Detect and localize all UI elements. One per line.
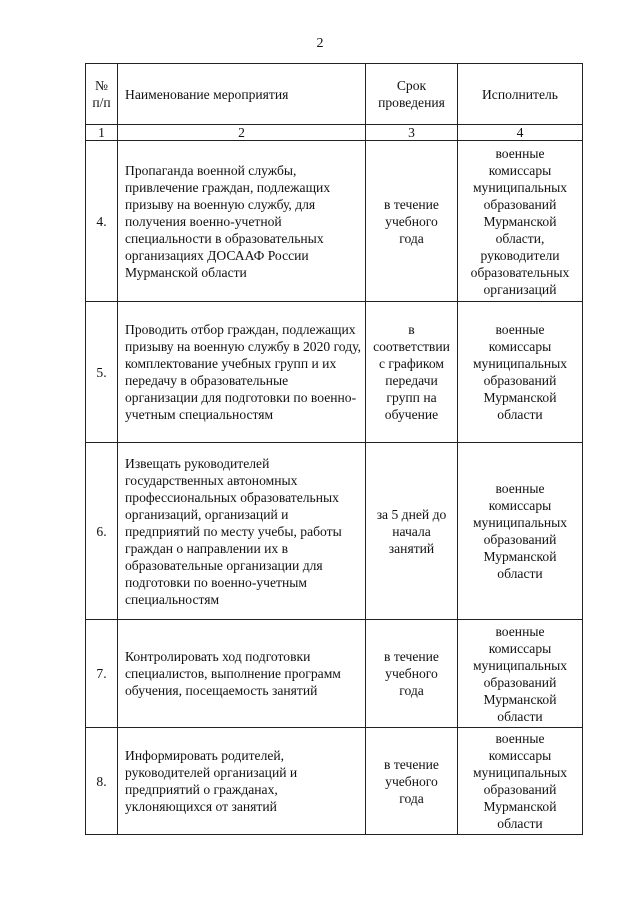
column-index-row xyxy=(86,125,583,141)
row-executor: военные комиссары муниципальных образований Мурманской области xyxy=(458,302,583,443)
row-event-name: Контролировать ход подготовки специалистов, выполнение программ обучения, посещаемость занятий xyxy=(118,620,366,728)
row-term: в течение учебного года xyxy=(366,728,458,835)
row-executor: военные комиссары муниципальных образований Мурманской области xyxy=(458,728,583,835)
table-row xyxy=(86,620,583,728)
row-term: в течение учебного года xyxy=(366,620,458,728)
table-row xyxy=(86,141,583,302)
page-number: 2 xyxy=(316,36,324,51)
table-header-row xyxy=(86,64,583,125)
row-number: 5. xyxy=(86,302,118,443)
row-event-name: Извещать руководителей государственных автономных профессиональных образовательных организаций, организаций и предприятий по месту учебы, работы граждан о направлении их в образовательные организации для подготовки по военно-учетным специальностям xyxy=(118,443,366,620)
row-number: 4. xyxy=(86,141,118,302)
table-row xyxy=(86,728,583,835)
row-executor: военные комиссары муниципальных образований Мурманской области, руководители образовательных организаций xyxy=(458,141,583,302)
header-num: № п/п xyxy=(86,64,118,125)
row-event-name: Информировать родителей, руководителей организаций и предприятий о гражданах, уклоняющихся от занятий xyxy=(118,728,366,835)
row-term: в течение учебного года xyxy=(366,141,458,302)
column-index: 2 xyxy=(118,125,366,141)
header-name: Наименование мероприятия xyxy=(118,64,366,125)
row-executor: военные комиссары муниципальных образований Мурманской области xyxy=(458,443,583,620)
table-row xyxy=(86,302,583,443)
header-term: Срок проведения xyxy=(366,64,458,125)
events-table xyxy=(85,63,583,835)
header-executor: Исполнитель xyxy=(458,64,583,125)
row-event-name: Пропаганда военной службы, привлечение граждан, подлежащих призыву на военную службу, для получения военно-учетной специальности в образовательных организациях ДОСААФ России Мурманской области xyxy=(118,141,366,302)
row-number: 6. xyxy=(86,443,118,620)
row-term: в соответствии с графиком передачи групп на обучение xyxy=(366,302,458,443)
row-term: за 5 дней до начала занятий xyxy=(366,443,458,620)
row-executor: военные комиссары муниципальных образований Мурманской области xyxy=(458,620,583,728)
row-event-name: Проводить отбор граждан, подлежащих призыву на военную службу в 2020 году, комплектование учебных групп и их передачу в образовательные организации для подготовки по военно-учетным специальностям xyxy=(118,302,366,443)
row-number: 7. xyxy=(86,620,118,728)
table-row xyxy=(86,443,583,620)
column-index: 4 xyxy=(458,125,583,141)
column-index: 1 xyxy=(86,125,118,141)
column-index: 3 xyxy=(366,125,458,141)
row-number: 8. xyxy=(86,728,118,835)
